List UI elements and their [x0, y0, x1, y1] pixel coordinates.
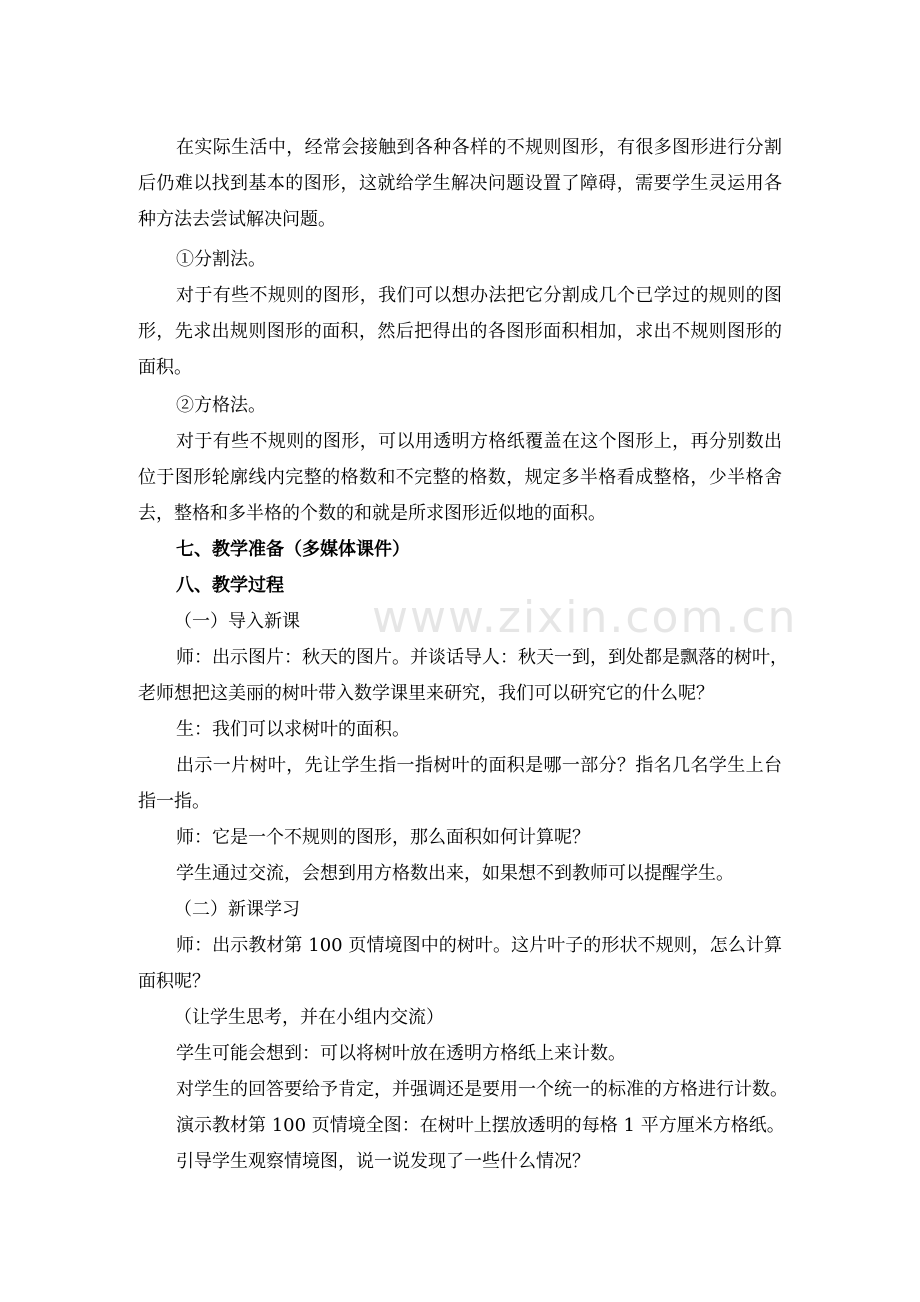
paragraph-line: 师：出示图片：秋天的图片。并谈话导人：秋天一到，到处都是飘落的树叶，	[176, 647, 788, 668]
subheading-split-method: ①分割法。	[176, 249, 266, 270]
paragraph-line: 演示教材第 100 页情境全图：在树叶上摆放透明的每格 1 平方厘米方格纸。	[176, 1115, 785, 1136]
paragraph-line: 学生可能会想到：可以将树叶放在透明方格纸上来计数。	[176, 1043, 626, 1064]
paragraph-line: 生：我们可以求树叶的面积。	[176, 719, 410, 740]
paragraph-line: 引导学生观察情境图，说一说发现了一些什么情况？	[176, 1151, 590, 1172]
paragraph-line: 对学生的回答要给予肯定，并强调还是要用一个统一的标准的方格进行计数。	[176, 1079, 788, 1100]
paragraph-line: 学生通过交流，会想到用方格数出来，如果想不到教师可以提醒学生。	[176, 863, 734, 884]
paragraph-line: 师：它是一个不规则的图形，那么面积如何计算呢？	[176, 827, 590, 848]
subheading-grid-method: ②方格法。	[176, 395, 266, 416]
paragraph-line: 出示一片树叶，先让学生指一指树叶的面积是哪一部分？指名几名学生上台	[176, 755, 782, 776]
subsection-heading-intro: （一）导入新课	[174, 611, 300, 632]
paragraph-line: 位于图形轮廓线内完整的格数和不完整的格数，规定多半格看成整格，少半格舍	[138, 467, 782, 488]
paragraph-line: 去，整格和多半格的个数的和就是所求图形近似地的面积。	[138, 503, 606, 524]
watermark: www.zixin.com.cn	[372, 592, 798, 643]
paragraph-line: （让学生思考，并在小组内交流）	[174, 1007, 444, 1028]
paragraph-line: 对于有些不规则的图形，可以用透明方格纸覆盖在这个图形上，再分别数出	[176, 431, 782, 452]
paragraph-line: 面积呢？	[138, 971, 210, 992]
section-heading-preparation: 七、教学准备（多媒体课件）	[176, 539, 410, 560]
paragraph-line: 形，先求出规则图形的面积，然后把得出的各图形面积相加，求出不规则图形的	[138, 321, 782, 342]
section-heading-process: 八、教学过程	[176, 575, 284, 596]
paragraph-line: 面积。	[138, 357, 192, 378]
paragraph-line: 对于有些不规则的图形，我们可以想办法把它分割成几个已学过的规则的图	[176, 285, 782, 306]
paragraph-line: 师：出示教材第 100 页情境图中的树叶。这片叶子的形状不规则，怎么计算	[176, 935, 782, 956]
paragraph-line: 在实际生活中，经常会接触到各种各样的不规则图形，有很多图形进行分割	[176, 137, 782, 158]
paragraph-line: 后仍难以找到基本的图形，这就给学生解决问题设置了障碍，需要学生灵运用各	[138, 173, 782, 194]
paragraph-line: 指一指。	[138, 791, 210, 812]
subsection-heading-new-lesson: （二）新课学习	[174, 899, 300, 920]
paragraph-line: 种方法去尝试解决问题。	[138, 209, 336, 230]
paragraph-line: 老师想把这美丽的树叶带入数学课里来研究，我们可以研究它的什么呢？	[138, 683, 714, 704]
